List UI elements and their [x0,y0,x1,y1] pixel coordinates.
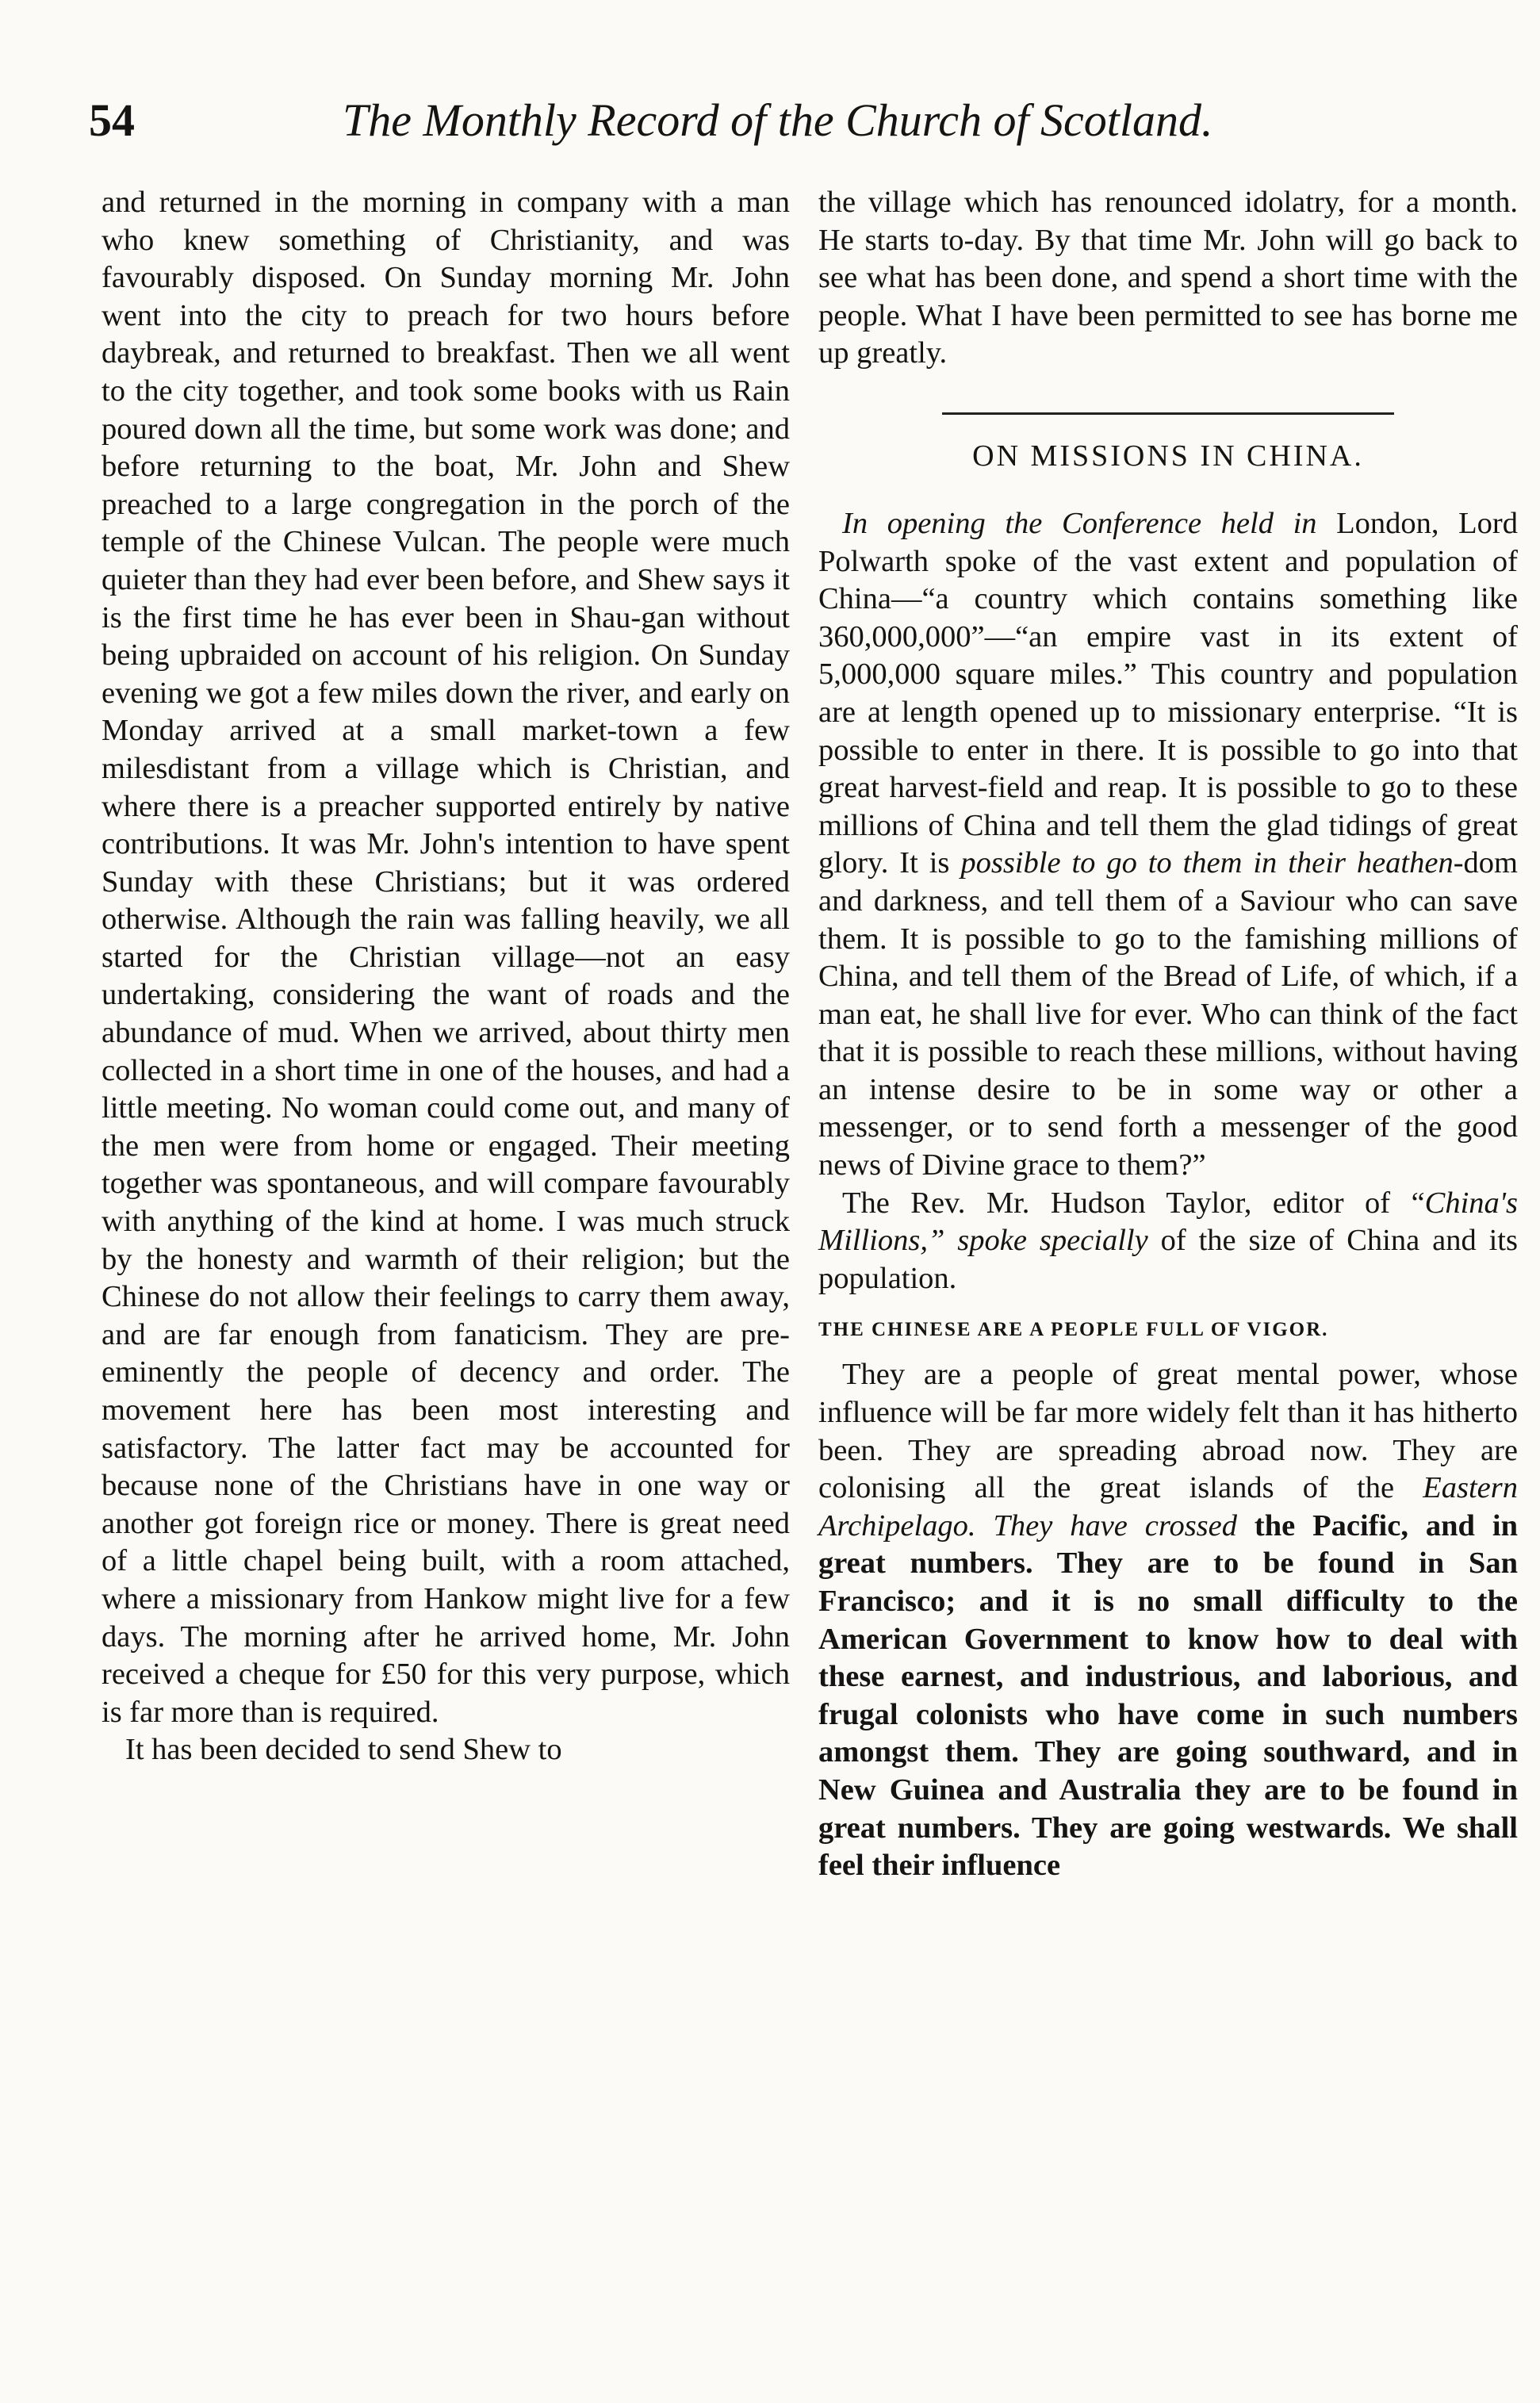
paragraph-2-body: London, Lord Polwarth spoke of the vast extent and population of China—“a country which contains something like 360,000,000”—“an empire vast in its extent of 5,000,000 square miles.” This country and population are at length opened up to missionary enterprise. “It is possible to enter in there. It is possible to go into that great harvest-field and reap. It is possible to go to these millions of China and tell them the glad tidings of great glory. It is [818,506,1519,880]
page-number: 54 [89,94,135,146]
page-header [89,94,1326,165]
paragraph-2-italic: possible to go to them in their heathen- [960,846,1464,880]
paragraph-2-end: dom and darkness, and tell them of a Saviour who can save them. It is possible to go to the famishing millions of China, and tell them of the Bread of Life, of which, if a man eat, he shall live for ever. Who can think of the fact that it is possible to reach these millions, without having an intense desire to be in some way or other a messenger, or to send forth a messenger of the good news of Divine grace to them?” [818,846,1518,1182]
left-column [102,184,790,1769]
right-paragraph-1: the village which has renounced idolatry, for a month. He starts to-day. By that time Mr. John will go back to see what has been done, and spend a short time with the people. What I have been permitted to see has borne me up greatly. [818,186,1518,370]
right-column [818,184,1518,1885]
paragraph-3-end: of the size of China and its population. [818,1224,1518,1295]
left-paragraph-1: and returned in the morning in company with a man who knew something of Christianity, and was favourably disposed. On Sunday morning Mr. John went into the city to preach for two hours before daybreak, and returned to breakfast. Then we all went to the city together, and took some books with us Rain poured down all the time, but some work was done; and before returning to the boat, Mr. John and Shew preached to a large congregation in the porch of the temple of the Chinese Vulcan. The people were much quieter than they had ever been before, and Shew says it is the first time he has ever been in Shau-gan without being upbraided on account of his religion. On Sunday evening we got a few miles down the river, and early on Monday arrived at a small market-town a few milesdistant from a village which is Christian, and where there is a preacher supported entirely by native contributions. It was Mr. John's intention to have spent Sunday with these Christians; but it was ordered otherwise. Although the rain was falling heavily, we all started for the Christian village—not an easy undertaking, considering the want of roads and the abundance of mud. When we arrived, about thirty men collected in a short time in one of the houses, and had a little meeting. No woman could come out, and many of the men were from home or engaged. Their meeting together was spontaneous, and will compare favourably with anything of the kind at home. I was much struck by the honesty and warmth of their religion; but the Chinese do not allow their feelings to carry them away, and are far enough from fanaticism. They are pre-eminently the people of decency and order. The movement here has been most interesting and satisfactory. The latter fact may be accounted for because none of the Christians have in one way or another got foreign rice or money. There is great need of a little chapel being built, with a room attached, where a missionary from Hankow might live for a few days. The morning after he arrived home, Mr. John received a cheque for £50 for this very purpose, which is far more than is required. [102,186,790,1729]
subheading: THE CHINESE ARE A PEOPLE FULL OF VIGOR. [818,1319,1329,1341]
right-paragraph-2 [818,505,1518,1185]
paragraph-3-italic: China's Millions,” spoke specially [818,1186,1518,1258]
right-paragraph-4 [818,1356,1518,1884]
paragraph-3-start: The Rev. Mr. Hudson Taylor, editor of “ [842,1186,1425,1220]
section-divider [942,412,1394,415]
paragraph-4-italic: Eastern Archipelago. They have crossed [818,1471,1518,1543]
paragraph-4-start: They are a people of great mental power, whose influence will be far more widely felt than it has hitherto been. They are spreading abroad now. They are colonising all the great islands of the [818,1358,1518,1505]
paragraph-4-end: the Pacific, and in great numbers. They are to be found in San Francisco; and it is no small difficulty to the American Government to know how to deal with these earnest, and industrious, and laborious, and frugal colonists who have come in such numbers amongst them. They are going southward, and in New Guinea and Australia they are to be found in great numbers. They are going westwards. We shall feel their influence [818,1508,1518,1883]
running-title: The Monthly Record of the Church of Scotland. [343,94,1213,146]
left-paragraph-2: It has been decided to send Shew to [125,1733,562,1767]
section-title: ON MISSIONS IN CHINA. [972,439,1364,473]
right-paragraph-3 [818,1185,1518,1298]
opening-phrase: In opening the Conference held in [842,506,1317,540]
